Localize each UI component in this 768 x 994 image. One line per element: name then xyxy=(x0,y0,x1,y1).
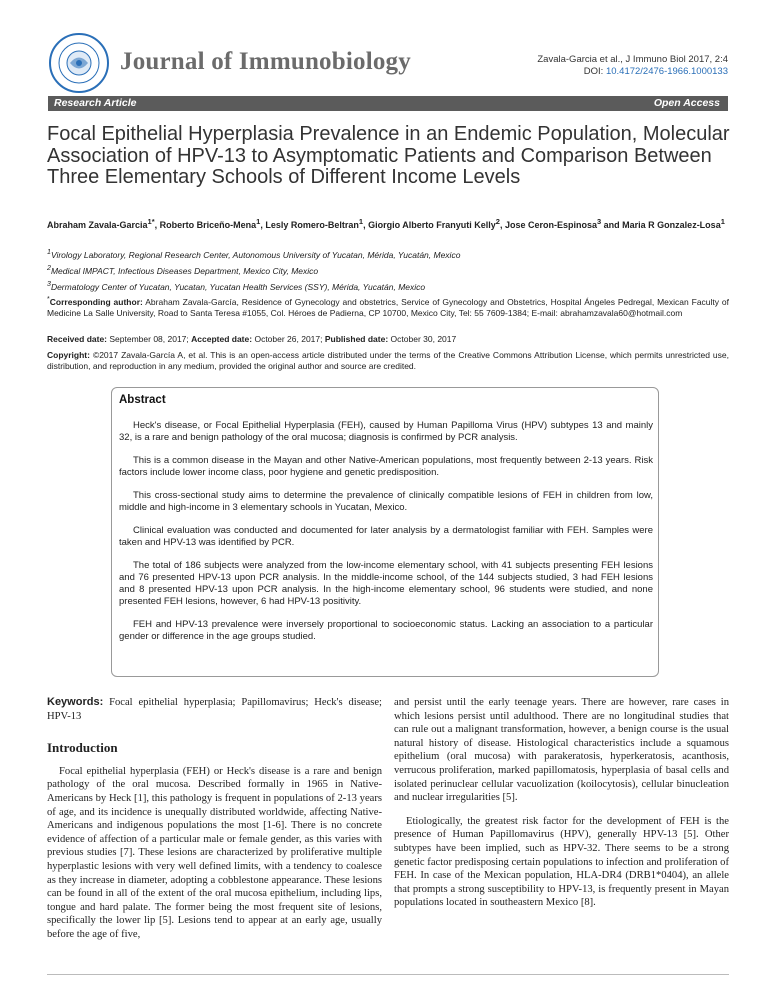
author-sup: 1 xyxy=(720,217,725,226)
body-column-left xyxy=(47,696,382,942)
affiliation-sup: 2 xyxy=(47,264,51,272)
corr-text: Abraham Zavala-García, Residence of Gynecology and obstetrics, Service of Gynecology and Obstetrics, Hospital Ángeles Pedregal, Mexican Faculty of Medicine La Salle University, Road to Santa Teresa #1055, Col. Héroes de Padierna, CP 10700, Mexico City, Tel: 55 7609-1384; E-mail: abrahamzavala60@hotmail.com xyxy=(47,296,729,318)
affiliation-sup: 3 xyxy=(47,280,51,288)
published-label: Published date: xyxy=(324,334,389,344)
article-type-banner xyxy=(48,96,728,111)
keywords-label: Keywords: xyxy=(47,696,104,708)
author-sup: 1 xyxy=(256,217,261,226)
abstract-paragraph: Clinical evaluation was conducted and documented for later analysis by a dermatologist familiar with FEH. Samples were taken and HPV-13 was identified by PCR. xyxy=(119,525,653,548)
article-type-label: Research Article xyxy=(54,97,137,109)
author-name: Maria R Gonzalez-Losa xyxy=(622,220,721,230)
doi-line xyxy=(537,66,728,78)
author-sup: 2 xyxy=(495,217,500,226)
author-sup: 1 xyxy=(358,217,364,226)
journal-name: Journal of Immunobiology xyxy=(120,48,411,75)
introduction-paragraph: Focal epithelial hyperplasia (FEH) or Heck's disease is a rare and benign pathology of the oral mucosa. Described formally in 1965 in Native-Americans by Heck [1], this pathology is frequent in populations of 2-13 years of age, and its incidence is unequally distributed worldwide, affecting Native-Americans and indigenous populations the most [1-6]. There is no concrete evidence of affection of a particular male or female gender, as this varies with previous studies [7]. These lesions are characterized by proliferative multiple hyperplastic lesions with very well defined limits, with a tendency to coalesce as they increase in diameter, adopting a cobblestone appearance. These lesions can be found in all of the extent of the oral mucosa epithelium, including lips, tongue and hard palate. The former being the most frequent site of lesions, specifically the lower lip [5]. Lesions tend to appear at an early age, usually before the age of five, xyxy=(47,765,382,940)
affiliation-1 xyxy=(47,247,732,261)
abstract-paragraph: Heck's disease, or Focal Epithelial Hyperplasia (FEH), caused by Human Papilloma Virus (HPV) subtypes 13 and mainly 32, is a rare and benign pathology of the oral mucosa; diagnosis is confirmed by PCR analysis. xyxy=(119,420,653,443)
introduction-heading: Introduction xyxy=(47,740,118,756)
author-name: Abraham Zavala-Garcia xyxy=(47,220,148,230)
doi-link[interactable]: 10.4172/2476-1966.1000133 xyxy=(605,66,728,77)
published-date: October 30, 2017 xyxy=(390,334,457,344)
author-list: Abraham Zavala-Garcia$^{1*}$, Roberto Briceño-Mena$^1$, Lesly Romero-Beltran$^1$, Giorgio Alberto Franyuti Kelly$^2$, Jose Ceron-Espinosa$^3$ and Maria R Gonzalez-Losa$^1$ xyxy=(47,217,725,230)
footer-divider xyxy=(47,974,729,975)
open-access-label: Open Access xyxy=(653,97,720,109)
abstract-paragraph: FEH and HPV-13 prevalence were inversely proportional to socioeconomic status. Lacking an association to a particular gender or difference in the age groups studied. xyxy=(119,619,653,642)
author-name: Giorgio Alberto Franyuti Kelly xyxy=(368,220,496,230)
keywords xyxy=(47,696,382,723)
introduction-paragraph: and persist until the early teenage years. There are however, rare cases in which lesions persist until adulthood. There are no longitudinal studies that can rule out a malignant transformation, however, a benign course is the usual natural history of disease. Histological characteristics include a squamous epithelium (oral mucosa) with parakeratosis, hyperkeratosis, acanthosis, verrucous proliferation, marked papillomatosis, hyperplasia of basal cells and isolated perinuclear cellular vacuolization (koilocytosis), cellular binucleation and nuclear irregularities [5]. xyxy=(394,697,729,804)
abstract-paragraph: The total of 186 subjects were analyzed from the low-income elementary school, with 41 subjects presenting FEH lesions and 76 presented HPV-13 upon PCR analysis. In the middle-income school, of the 144 subjects studied, 3 had FEH lesions and 8 presented HPV-13 upon PCR analysis. In the high-income elementary school, 96 students were studied, and none presented FEH lesions, however, 6 had HPV-13 positivity. xyxy=(119,560,653,607)
affiliation-sup: 1 xyxy=(47,248,51,256)
citation-text: Zavala-Garcia et al., J Immuno Biol 2017, 2:4 xyxy=(537,54,728,65)
keywords-text: Focal epithelial hyperplasia; Papillomavirus; Heck's disease; HPV-13 xyxy=(47,697,382,722)
citation-block xyxy=(537,54,728,78)
accepted-label: Accepted date: xyxy=(191,334,253,344)
article-title: Focal Epithelial Hyperplasia Prevalence in an Endemic Population, Molecular Association of HPV-13 to Asymptomatic Patients and Comparison Between Three Elementary Schools of Different Income Levels xyxy=(47,123,730,188)
copyright-text: ©2017 Zavala-García A, et al. This is an open-access article distributed under the terms of the Creative Commons Attribution License, which permits unrestricted use, distribution, and reproduction in any medium, provided the original author and source are credited. xyxy=(47,350,729,371)
journal-seal-logo xyxy=(48,32,110,94)
abstract-paragraph: This is a common disease in the Mayan and other Native-American populations, most frequently between 2-13 years. Risk factors include lower income class, poor hygiene and genetic predisposition. xyxy=(119,455,653,478)
body-column-right xyxy=(394,696,729,910)
received-date: September 08, 2017; xyxy=(109,334,189,344)
affiliation-2 xyxy=(47,263,732,277)
affiliation-3 xyxy=(47,279,732,293)
introduction-paragraph: Etiologically, the greatest risk factor for the development of FEH is the presence of Human Papillomavirus (HPV), generally HPV-13 [5]. Other subtypes have been implied, such as HPV-32. There seems to be a strong genetic factor predisposing certain populations to infection and proliferation of FEH. In case of the Mexican population, HLA-DR4 (DRB1*0404), an allele that prompts a strong susceptibility to HPV-13, is frequently present in Mayan populations located in southeastern Mexico [8]. xyxy=(394,815,729,909)
corr-sup: * xyxy=(47,295,50,303)
author-name: Lesly Romero-Beltran xyxy=(265,220,359,230)
received-label: Received date: xyxy=(47,334,107,344)
author-name: Jose Ceron-Espinosa xyxy=(504,220,597,230)
accepted-date: October 26, 2017; xyxy=(254,334,323,344)
affiliation-text: Dermatology Center of Yucatan, Yucatan, Yucatan Health Services (SSY), Mérida, Yucatán, Mexico xyxy=(50,281,426,292)
corr-label: Corresponding author: xyxy=(49,296,143,307)
abstract-heading: Abstract xyxy=(119,394,166,406)
affiliation-text: Medical IMPACT, Infectious Diseases Department, Mexico City, Mexico xyxy=(50,265,319,276)
copyright-label: Copyright: xyxy=(47,350,90,360)
abstract-box xyxy=(111,387,659,677)
doi-label: DOI: xyxy=(583,66,604,77)
corresponding-author xyxy=(47,294,729,319)
abstract-paragraph: This cross-sectional study aims to determine the prevalence of clinically compatible lesions of FEH in children from low, middle and high-income in 3 elementary schools in Yucatan, Mexico. xyxy=(119,490,653,513)
article-dates xyxy=(47,334,732,345)
author-sup: 3 xyxy=(596,217,602,226)
author-sup: 1* xyxy=(147,217,155,226)
copyright-notice xyxy=(47,350,729,372)
author-name: Roberto Briceño-Mena xyxy=(159,220,257,230)
affiliation-text: Virology Laboratory, Regional Research Center, Autonomous University of Yucatan, Mérida, Yucatán, Mexico xyxy=(50,249,461,260)
